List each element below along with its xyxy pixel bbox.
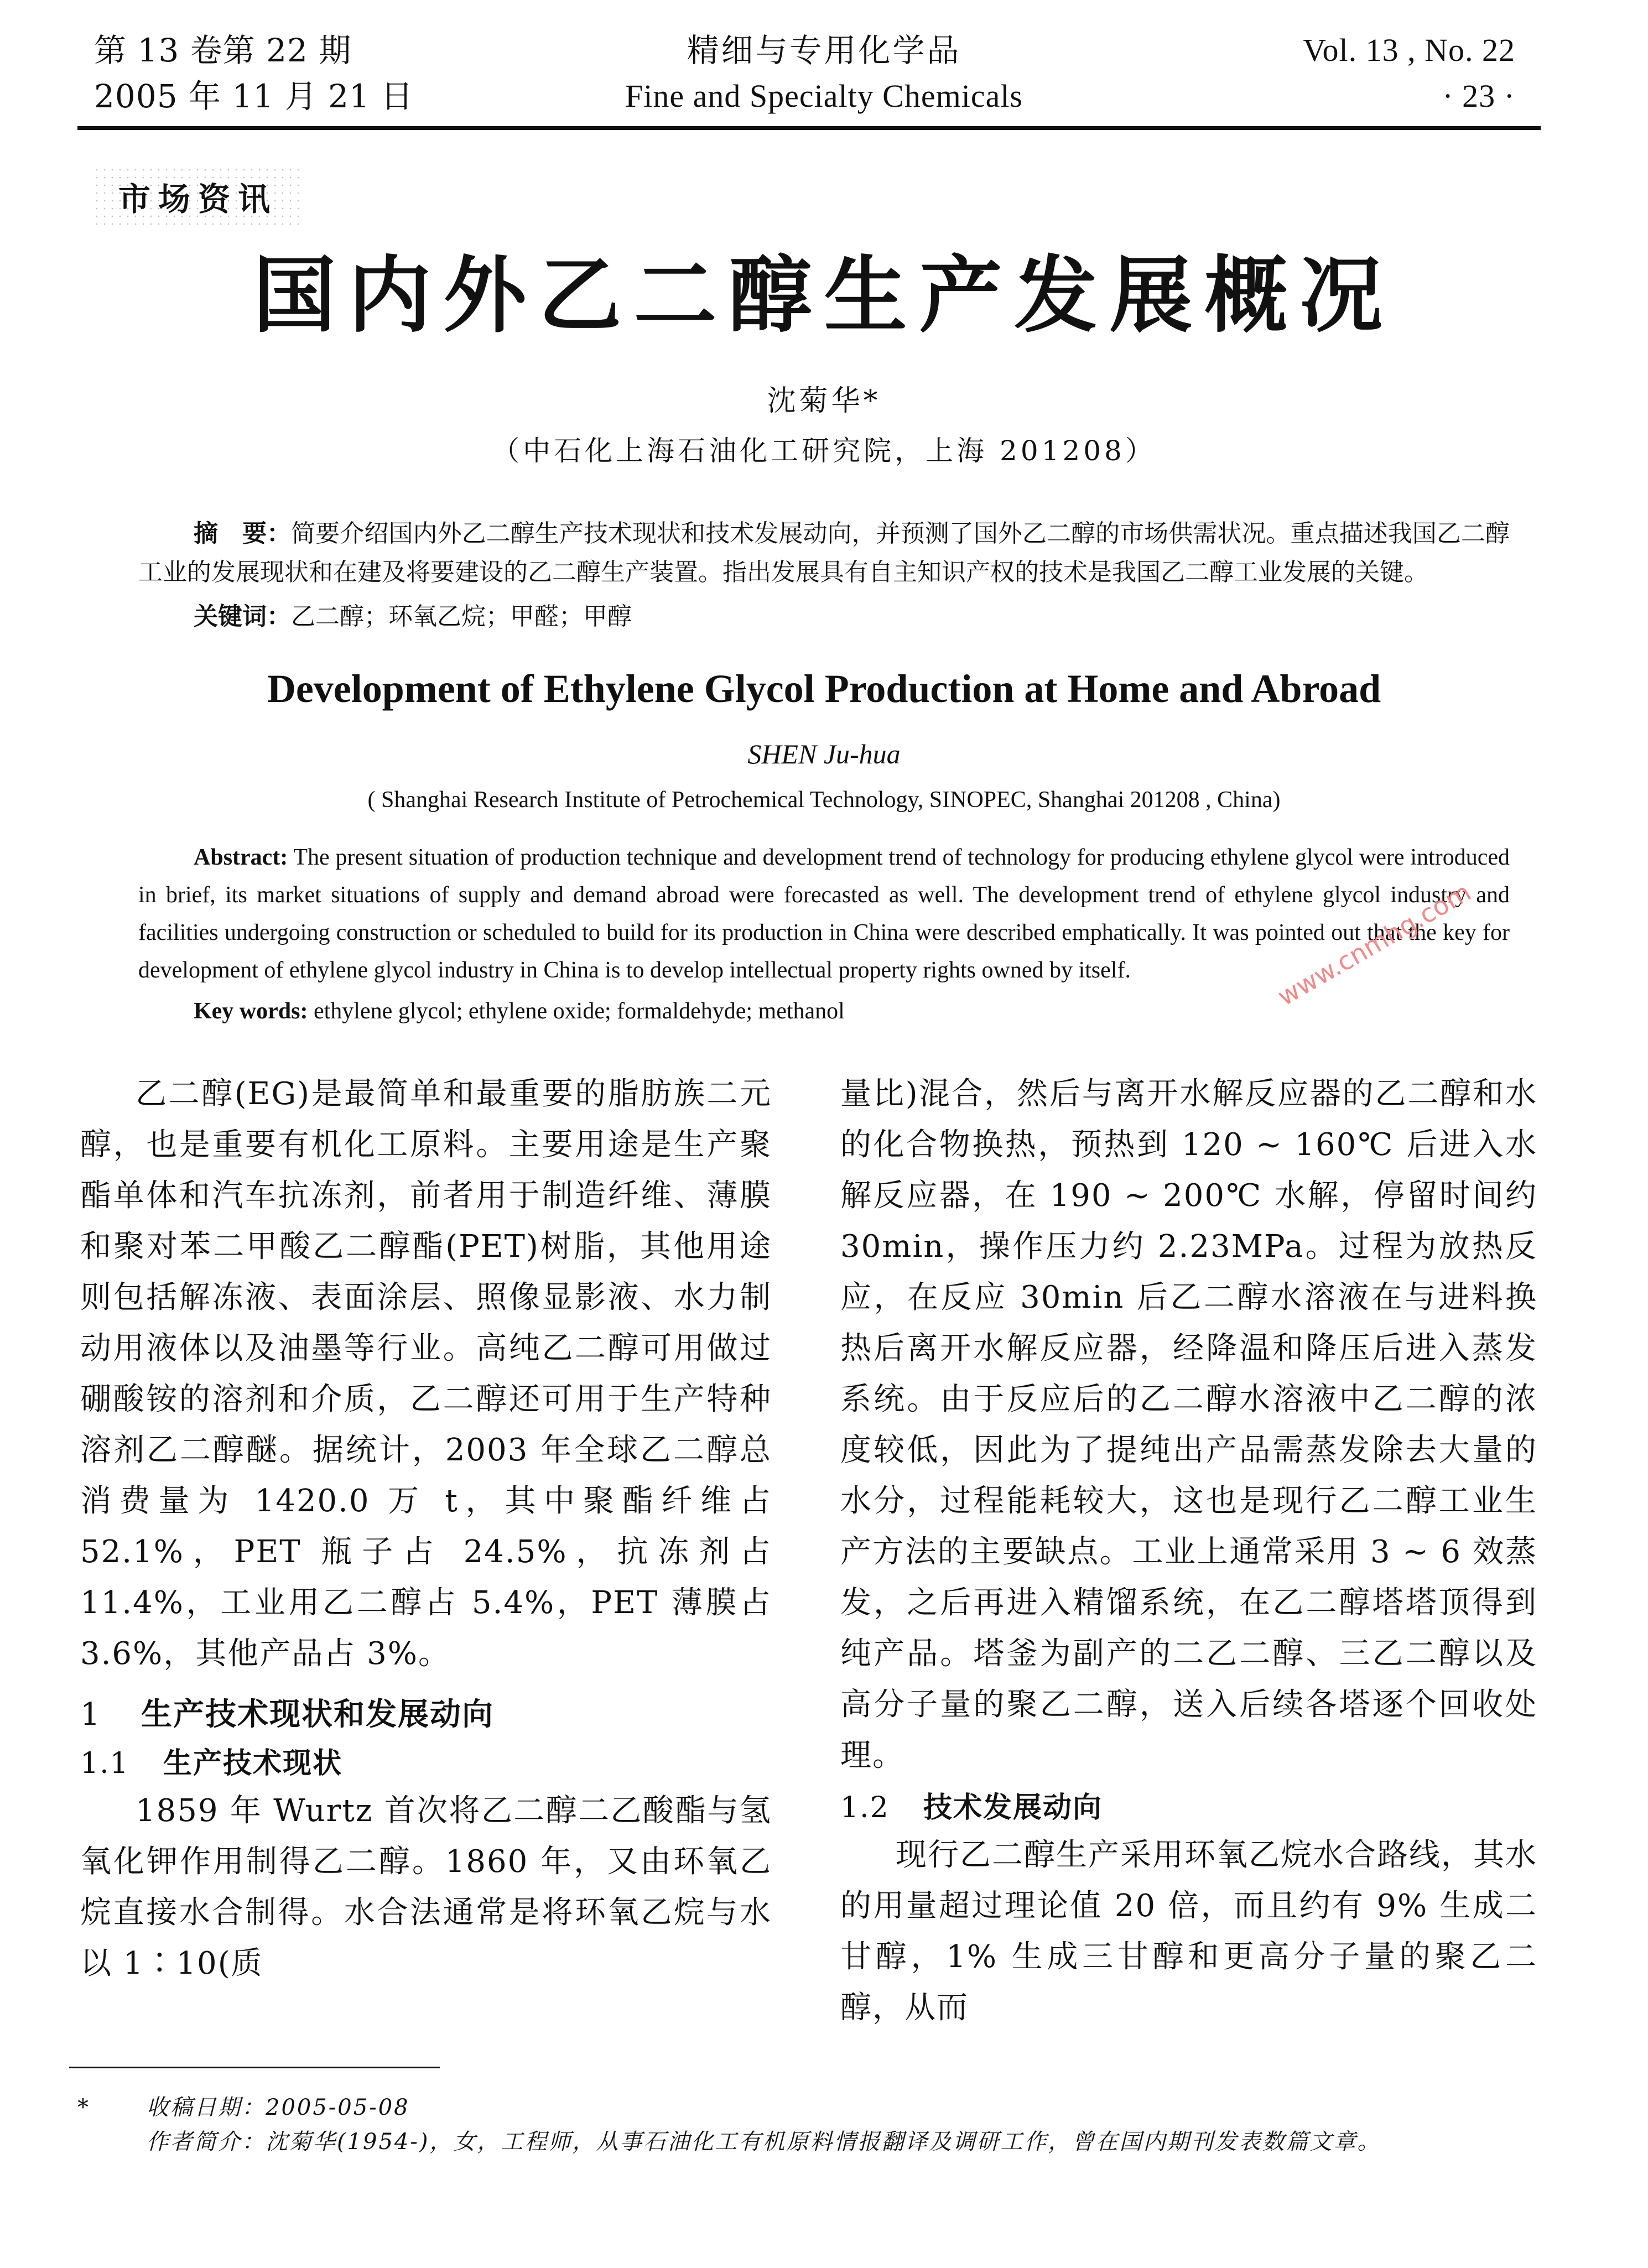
body-columns [0,1030,1648,2033]
section-heading-1-1 [80,1741,772,1786]
journal-name-cn: 精细与专用化学品 [687,32,961,69]
abstract-cn [138,514,1510,592]
journal-name-en: Fine and Specialty Chemicals [625,78,1023,114]
intro-paragraph: 乙二醇(EG)是最简单和最重要的脂肪族二元醇，也是重要有机化工原料。主要用途是生产聚酯单体和汽车抗冻剂，前者用于制造纤维、薄膜和聚对苯二甲酸乙二醇酯(PET)树脂，其他用途则包括解冻液、表面涂层、照像显影液、水力制动用液体以及油墨等行业。高纯乙二醇可用做过硼酸铵的溶剂和介质，乙二醇还可用于生产特种溶剂乙二醇醚。据统计，2003 年全球乙二醇总消费量为 1420.0 万 t，其中聚酯纤维占 52.1%，PET 瓶子占 24.5%，抗冻剂占 11.4%，工业用乙二醇占 5.4%，PET 薄膜占 3.6%，其他产品占 3%。 [80,1076,772,1672]
section-tag-label: 市场资讯 [118,180,278,218]
footnote-received-line [69,2090,1565,2125]
footnote-star: * [77,2095,90,2120]
article-title-en: Development of Ethylene Glycol Production at Home and Abroad [267,667,1381,711]
page-number: · 23 · [1442,78,1515,114]
footnotes [0,2033,1648,2192]
volume-issue-cn: 第 13 卷第 22 期 [94,32,352,69]
abstract-cn-label: 摘 要： [194,519,292,548]
section-1-2-title: 技术发展动向 [923,1791,1103,1824]
affiliation-cn: （中石化上海石油化工研究院，上海 201208） [492,435,1156,467]
paragraph-1-1-part2: 量比)混合，然后与离开水解反应器的乙二醇和水的化合物换热，预热到 120 ~ 160℃ 后进入水解反应器，在 190 ~ 200℃ 水解，停留时间约 30min，操作压力约 2.23MPa。过程为放热反应，在反应 30min 后乙二醇水溶液在与进料换热后离开水解反应器，经降温和降压后进入蒸发系统。由于反应后的乙二醇水溶液中乙二醇的浓度较低，因此为了提纯出产品需蒸发除去大量的水分，过程能耗较大，这也是现行乙二醇工业生产方法的主要缺点。工业上通常采用 3 ~ 6 效蒸发，之后再进入精馏系统，在乙二醇塔塔顶得到纯产品。塔釜为副产的二乙二醇、三乙二醇以及高分子量的聚乙二醇，送入后续各塔逐个回收处理。 [840,1076,1537,1773]
section-1-1-title: 生产技术现状 [163,1747,343,1780]
section-1-1-number: 1.1 [80,1747,129,1780]
keywords-en-text: ethylene glycol; ethylene oxide; formaldehyde; methanol [308,998,845,1024]
keywords-cn-label: 关键词： [194,602,291,631]
abstract-en [138,839,1510,989]
abstract-cn-text: 简要介绍国内外乙二醇生产技术现状和技术发展动向，并预测了国外乙二醇的市场供需状况。重点描述我国乙二醇工业的发展现状和在建及将要建设的乙二醇生产装置。指出发展具有自主知识产权的技术是我国乙二醇工业发展的关键。 [138,519,1510,586]
paragraph-1-2: 现行乙二醇生产采用环氧乙烷水合路线，其水的用量超过理论值 20 倍，而且约有 9% 生成二甘醇，1% 生成三甘醇和更高分子量的聚乙二醇，从而 [840,1837,1537,2026]
watermark: www.cnmhg.com [1272,877,1476,1012]
article-title-cn: 国内外乙二醇生产发展概况 [253,248,1395,344]
author-cn: 沈菊华* [767,384,881,418]
section-heading-1 [80,1693,772,1737]
section-tag [93,166,303,227]
keywords-cn-text: 乙二醇；环氧乙烷；甲醛；甲醇 [291,602,632,631]
abstract-en-text: The present situation of production technique and development trend of technology for producing ethylene glycol were introduced in brief, its market situations of supply and demand abroad were forecasted as well. The development trend of ethylene glycol industry and facilities undergoing construction or scheduled to build for its production in China were described emphatically. It was pointed out that the key for development of ethylene glycol industry in China is to develop intellectual property rights owned by itself. [138,845,1510,983]
keywords-en-label: Key words: [194,998,308,1024]
header-rule [77,126,1541,130]
footnote-rule [69,2067,440,2068]
body-right-column [840,1069,1537,2033]
received-date: 收稿日期：2005-05-08 [147,2095,410,2120]
section-1-number: 1 [80,1697,101,1733]
section-1-title: 生产技术现状和发展动向 [141,1697,494,1733]
section-1-2-number: 1.2 [840,1791,890,1824]
body-left-column [80,1069,772,2033]
front-matter [0,166,1648,1030]
issue-date-cn: 2005 年 11 月 21 日 [94,77,414,115]
section-heading-1-2 [840,1786,1537,1830]
author-en: SHEN Ju-hua [747,738,901,769]
abstract-en-label: Abstract: [194,845,288,870]
author-bio: 作者简介：沈菊华(1954-)，女，工程师，从事石油化工有机原料情报翻译及调研工作，曾在国内期刊发表数篇文章。 [147,2129,1381,2155]
keywords-cn [138,597,1510,636]
paragraph-1-1-part1: 1859 年 Wurtz 首次将乙二醇二乙酸酯与氢氧化钾作用制得乙二醇。1860 年，又由环氧乙烷直接水合制得。水合法通常是将环氧乙烷与水以 1∶10(质 [80,1793,772,1981]
volume-issue-en: Vol. 13 , No. 22 [1303,32,1515,68]
running-header [0,0,1648,133]
affiliation-en: ( Shanghai Research Institute of Petrochemical Technology, SINOPEC, Shanghai 201208 , China) [367,787,1281,813]
